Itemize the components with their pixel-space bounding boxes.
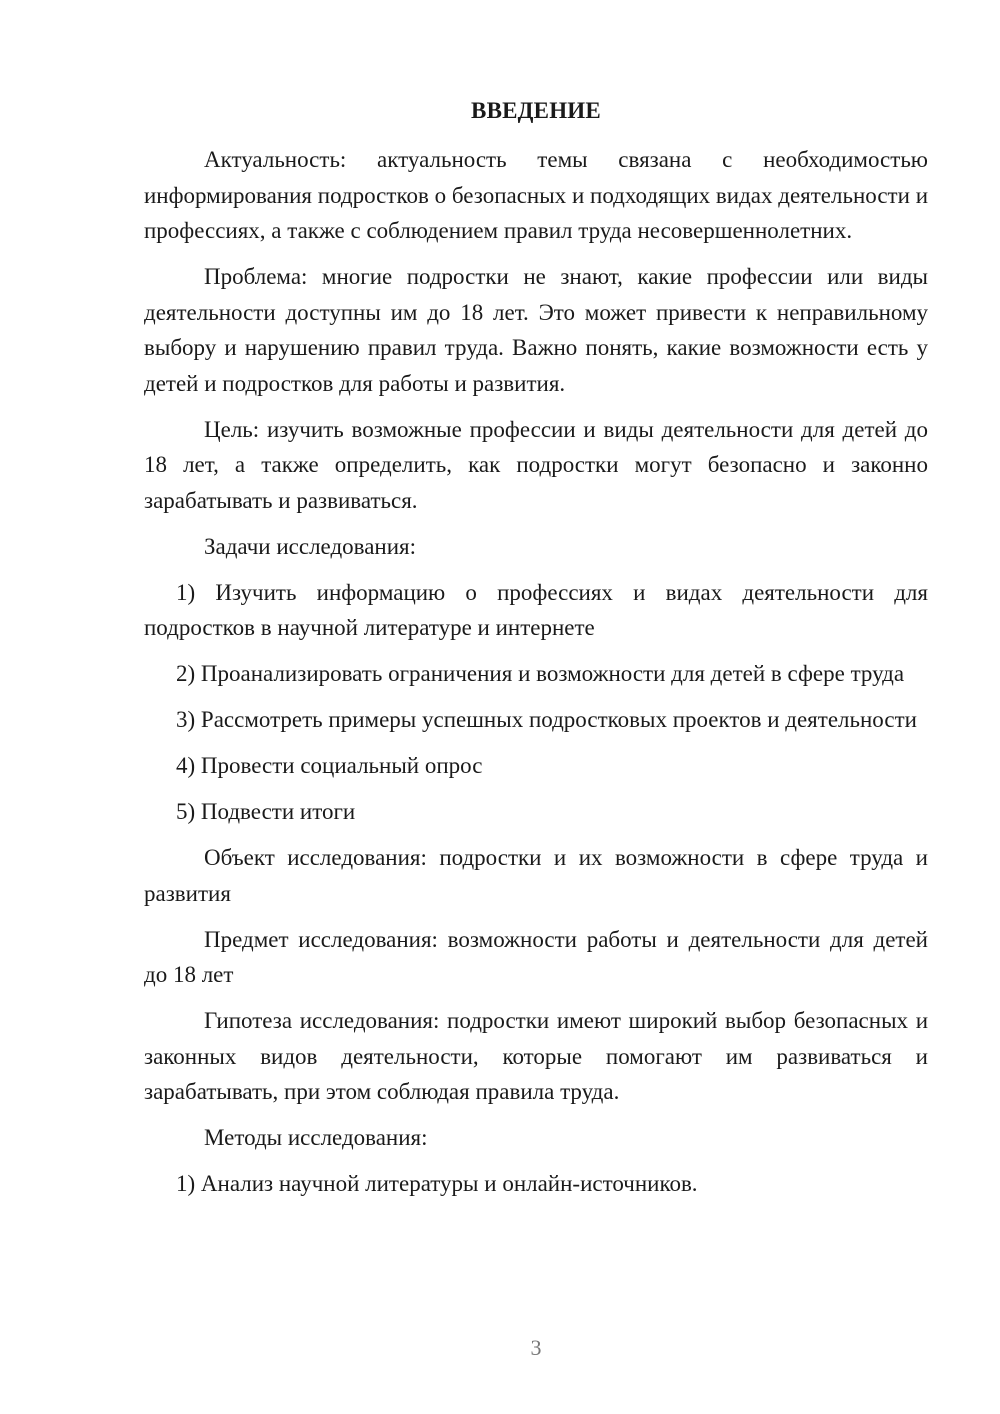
paragraph-methods-heading: Методы исследования: bbox=[204, 1125, 428, 1150]
method-item-1: 1) Анализ научной литературы и онлайн-источников. bbox=[176, 1171, 698, 1196]
paragraph-goal: Цель: изучить возможные профессии и виды деятельности для детей до 18 лет, а также определить, как подростки могут безопасно и законно зарабатывать и развиваться. bbox=[144, 416, 928, 513]
task-item-4: 4) Провести социальный опрос bbox=[176, 753, 483, 778]
task-item-3: 3) Рассмотреть примеры успешных подростковых проектов и деятельности bbox=[176, 707, 917, 732]
page-number: 3 bbox=[530, 1335, 542, 1360]
paragraph-relevance: Актуальность: актуальность темы связана с необходимостью информирования подростков о безопасных и подходящих видах деятельности и профессиях, а также с соблюдением правил труда несовершеннолетних. bbox=[144, 147, 928, 243]
body-text bbox=[144, 142, 928, 1212]
paragraph-problem: Проблема: многие подростки не знают, какие профессии или виды деятельности доступны им до 18 лет. Это может привести к неправильному выбору и нарушению правил труда. Важно понять, какие возможности есть у детей и подростков для работы и развития. bbox=[144, 264, 928, 396]
paragraph-object: Объект исследования: подростки и их возможности в сфере труда и развития bbox=[144, 845, 928, 906]
paragraph-hypothesis: Гипотеза исследования: подростки имеют широкий выбор безопасных и законных видов деятельности, которые помогают им развиваться и зарабатывать, при этом соблюдая правила труда. bbox=[144, 1008, 928, 1104]
task-item-5: 5) Подвести итоги bbox=[176, 799, 356, 824]
paragraph-subject: Предмет исследования: возможности работы и деятельности для детей до 18 лет bbox=[144, 926, 928, 987]
paragraph-tasks-heading: Задачи исследования: bbox=[204, 533, 417, 559]
task-item-1: 1) Изучить информацию о профессиях и видах деятельности для подростков в научной литературе и интернете bbox=[144, 579, 928, 640]
task-item-2: 2) Проанализировать ограничения и возможности для детей в сфере труда bbox=[176, 661, 905, 686]
section-heading: ВВЕДЕНИЕ bbox=[471, 98, 601, 123]
